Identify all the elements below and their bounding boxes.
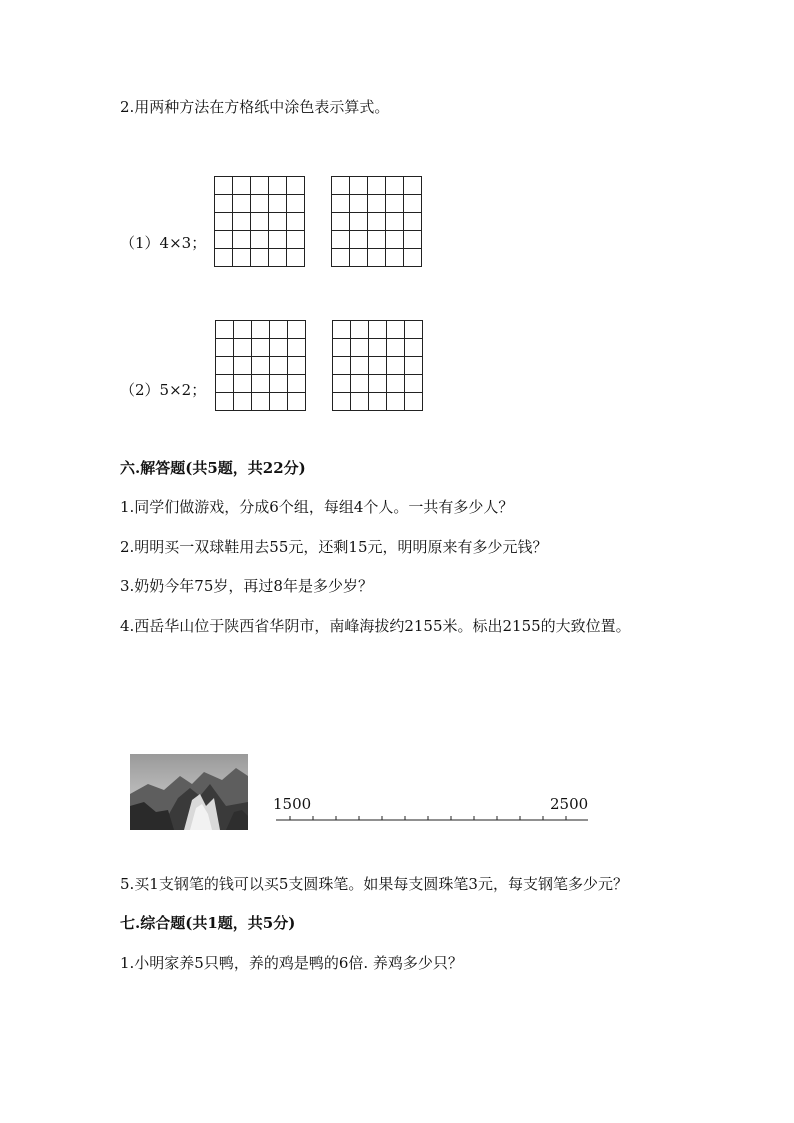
grid-paper-1b[interactable] — [331, 176, 422, 267]
grid-cell[interactable] — [215, 195, 233, 213]
grid-cell[interactable] — [350, 195, 368, 213]
grid-cell[interactable] — [233, 249, 251, 267]
grid-cell[interactable] — [350, 213, 368, 231]
section-6-question-4: 4.西岳华山位于陕西省华阴市，南峰海拔约2155米。标出2155的大致位置。 — [120, 617, 631, 635]
grid-cell[interactable] — [251, 195, 269, 213]
grid-cell[interactable] — [368, 249, 386, 267]
grid-cell[interactable] — [234, 375, 252, 393]
grid-cell[interactable] — [269, 249, 287, 267]
grid-cell[interactable] — [233, 177, 251, 195]
huashan-mountain-image — [130, 754, 248, 830]
grid-cell[interactable] — [252, 357, 270, 375]
grid-cell[interactable] — [215, 177, 233, 195]
grid-cell[interactable] — [387, 357, 405, 375]
grid-paper-2a[interactable] — [215, 320, 306, 411]
grid-cell[interactable] — [386, 249, 404, 267]
grid-cell[interactable] — [287, 195, 305, 213]
grid-cell[interactable] — [287, 213, 305, 231]
grid-cell[interactable] — [333, 357, 351, 375]
grid-cell[interactable] — [368, 195, 386, 213]
grid-cell[interactable] — [216, 393, 234, 411]
grid-cell[interactable] — [270, 339, 288, 357]
grid-cell[interactable] — [404, 231, 422, 249]
grid-cell[interactable] — [369, 321, 387, 339]
grid-cell[interactable] — [350, 177, 368, 195]
grid-cell[interactable] — [215, 231, 233, 249]
grid-cell[interactable] — [288, 321, 306, 339]
grid-cell[interactable] — [251, 213, 269, 231]
grid-cell[interactable] — [404, 249, 422, 267]
grid-cell[interactable] — [287, 249, 305, 267]
grid-cell[interactable] — [251, 177, 269, 195]
grid-cell[interactable] — [216, 321, 234, 339]
grid-cell[interactable] — [288, 375, 306, 393]
grid-cell[interactable] — [368, 231, 386, 249]
grid-cell[interactable] — [234, 339, 252, 357]
grid-cell[interactable] — [333, 339, 351, 357]
grid-cell[interactable] — [233, 213, 251, 231]
grid-cell[interactable] — [369, 339, 387, 357]
grid-cell[interactable] — [369, 393, 387, 411]
grid-cell[interactable] — [270, 375, 288, 393]
grid-cell[interactable] — [368, 177, 386, 195]
section-6-question-2: 2.明明买一双球鞋用去55元，还剩15元，明明原来有多少元钱？ — [120, 538, 548, 556]
grid-cell[interactable] — [386, 195, 404, 213]
grid-cell[interactable] — [369, 375, 387, 393]
grid-cell[interactable] — [405, 393, 423, 411]
number-line[interactable] — [270, 810, 600, 830]
grid-cell[interactable] — [333, 375, 351, 393]
number-line-end-label: 2500 — [550, 795, 589, 813]
grid-cell[interactable] — [369, 357, 387, 375]
grid-cell[interactable] — [404, 177, 422, 195]
grid-cell[interactable] — [351, 321, 369, 339]
grid-cell[interactable] — [233, 231, 251, 249]
grid-cell[interactable] — [216, 357, 234, 375]
grid-cell[interactable] — [269, 177, 287, 195]
grid-cell[interactable] — [333, 393, 351, 411]
grid-cell[interactable] — [386, 213, 404, 231]
question-2-heading: 2.用两种方法在方格纸中涂色表示算式。 — [120, 98, 390, 116]
grid-cell[interactable] — [404, 213, 422, 231]
grid-cell[interactable] — [351, 339, 369, 357]
grid-cell[interactable] — [368, 213, 386, 231]
grid-cell[interactable] — [351, 393, 369, 411]
grid-cell[interactable] — [215, 249, 233, 267]
grid-cell[interactable] — [333, 321, 351, 339]
grid-cell[interactable] — [387, 393, 405, 411]
section-6-question-3: 3.奶奶今年75岁，再过8年是多少岁？ — [120, 577, 373, 595]
number-line-start-label: 1500 — [273, 795, 312, 813]
grid-cell[interactable] — [288, 357, 306, 375]
grid-cell[interactable] — [251, 231, 269, 249]
section-7-question-1: 1.小明家养5只鸭，养的鸡是鸭的6倍. 养鸡多少只？ — [120, 954, 463, 972]
grid-cell[interactable] — [387, 321, 405, 339]
grid-cell[interactable] — [386, 177, 404, 195]
grid-cell[interactable] — [332, 231, 350, 249]
grid-cell[interactable] — [405, 357, 423, 375]
grid-cell[interactable] — [332, 195, 350, 213]
grid-cell[interactable] — [332, 177, 350, 195]
section-6-title: 六.解答题(共5题，共22分) — [120, 459, 306, 477]
section-6-question-1: 1.同学们做游戏，分成6个组，每组4个人。一共有多少人？ — [120, 498, 514, 516]
grid-cell[interactable] — [233, 195, 251, 213]
grid-cell[interactable] — [350, 249, 368, 267]
grid-cell[interactable] — [252, 339, 270, 357]
grid-paper-1a[interactable] — [214, 176, 305, 267]
grid-cell[interactable] — [269, 231, 287, 249]
grid-cell[interactable] — [269, 195, 287, 213]
part-2-label: （2）5×2； — [120, 381, 207, 399]
grid-cell[interactable] — [252, 321, 270, 339]
grid-cell[interactable] — [288, 339, 306, 357]
grid-cell[interactable] — [332, 213, 350, 231]
grid-cell[interactable] — [234, 357, 252, 375]
grid-cell[interactable] — [386, 231, 404, 249]
grid-cell[interactable] — [215, 213, 233, 231]
section-7-title: 七.综合题(共1题，共5分) — [120, 914, 296, 932]
grid-cell[interactable] — [251, 249, 269, 267]
grid-cell[interactable] — [234, 321, 252, 339]
grid-cell[interactable] — [405, 321, 423, 339]
grid-cell[interactable] — [234, 393, 252, 411]
grid-cell[interactable] — [270, 393, 288, 411]
grid-cell[interactable] — [288, 393, 306, 411]
grid-cell[interactable] — [269, 213, 287, 231]
grid-cell[interactable] — [404, 195, 422, 213]
grid-cell[interactable] — [287, 177, 305, 195]
grid-cell[interactable] — [252, 393, 270, 411]
grid-cell[interactable] — [216, 375, 234, 393]
grid-cell[interactable] — [387, 375, 405, 393]
grid-cell[interactable] — [350, 231, 368, 249]
grid-cell[interactable] — [387, 339, 405, 357]
grid-cell[interactable] — [351, 375, 369, 393]
grid-cell[interactable] — [351, 357, 369, 375]
grid-cell[interactable] — [405, 375, 423, 393]
grid-cell[interactable] — [270, 321, 288, 339]
grid-cell[interactable] — [287, 231, 305, 249]
grid-paper-2b[interactable] — [332, 320, 423, 411]
grid-cell[interactable] — [405, 339, 423, 357]
section-6-question-5: 5.买1支钢笔的钱可以买5支圆珠笔。如果每支圆珠笔3元，每支钢笔多少元？ — [120, 875, 628, 893]
grid-cell[interactable] — [332, 249, 350, 267]
part-1-label: （1）4×3； — [120, 234, 207, 252]
grid-cell[interactable] — [270, 357, 288, 375]
grid-cell[interactable] — [216, 339, 234, 357]
grid-cell[interactable] — [252, 375, 270, 393]
